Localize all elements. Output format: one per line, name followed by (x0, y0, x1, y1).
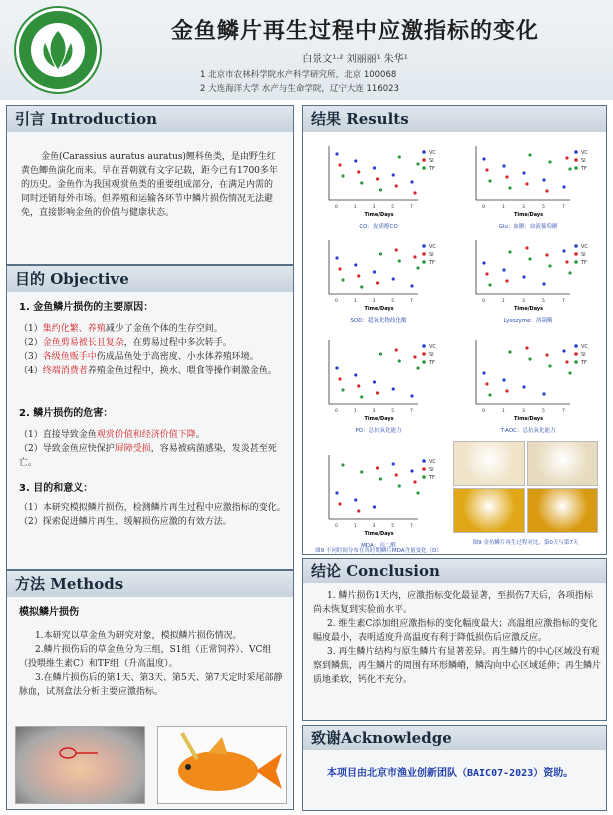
chart-point (416, 266, 419, 269)
chart-point (508, 350, 511, 353)
legend-marker (574, 252, 578, 256)
objective-s3-item: （2）探索促进鳞片再生、缓解损伤应激的有效方法。 (19, 517, 232, 527)
x-tick-label: 5 (542, 299, 545, 304)
legend-label: VC (581, 150, 588, 156)
x-tick-label: 7 (562, 205, 565, 210)
x-axis-label: Time/Days (514, 212, 544, 218)
chart-point (338, 163, 341, 166)
result-chart (311, 236, 446, 316)
chart-point (373, 270, 376, 273)
chart-point (395, 473, 398, 476)
chart-point (341, 388, 344, 391)
x-tick-label: 0 (335, 524, 338, 529)
legend-marker (422, 475, 426, 479)
chart-point (482, 371, 485, 374)
scale-micrograph (453, 441, 525, 486)
x-tick-label: 3 (522, 205, 525, 210)
university-logo (16, 8, 100, 92)
chart-point (482, 157, 485, 160)
x-tick-label: 1 (502, 299, 505, 304)
x-tick-label: 0 (482, 299, 485, 304)
chart-point (528, 257, 531, 260)
x-tick-label: 5 (542, 205, 545, 210)
objective-s2-item: （1）直接导致金鱼观赏价值和经济价值下降。 (19, 430, 205, 440)
chart-point (373, 166, 376, 169)
chart-point (376, 177, 379, 180)
chart-point (416, 491, 419, 494)
x-axis-label: Time/Days (514, 306, 544, 312)
legend-marker (422, 344, 426, 348)
chart-point (505, 279, 508, 282)
chart-point (395, 184, 398, 187)
chart-point (522, 275, 525, 278)
intro-heading: 引言 Introduction (7, 106, 293, 132)
chart-point (548, 160, 551, 163)
mda-note: 图9 不同时间分布在各时期鳞片MDA含量变化（D） (315, 548, 442, 554)
chart-point (410, 469, 413, 472)
scale-micrograph (453, 488, 525, 533)
chart-caption: Lysozyme：溶菌酶 (503, 318, 553, 324)
chart-point (398, 155, 401, 158)
chart-point (542, 392, 545, 395)
chart-point (398, 359, 401, 362)
chart-point (392, 462, 395, 465)
chart-point (502, 164, 505, 167)
chart-caption: Glu：血糖：血液葡萄糖 (498, 224, 558, 230)
chart-point (341, 174, 344, 177)
chart-point (528, 357, 531, 360)
affiliation-2: 2 大连海洋大学 水产与生命学院，辽宁大连 116023 (200, 84, 399, 94)
chart-point (376, 466, 379, 469)
legend-marker (422, 352, 426, 356)
legend-label: TF (429, 260, 435, 266)
x-tick-label: 1 (353, 524, 357, 529)
chart-point (376, 391, 379, 394)
legend-label: TF (581, 260, 587, 266)
results-panel (302, 105, 607, 555)
chart-point (354, 263, 357, 266)
x-tick-label: 5 (391, 409, 395, 414)
result-chart (458, 336, 598, 426)
result-chart (311, 451, 446, 541)
x-tick-label: 3 (372, 205, 376, 210)
legend-marker (422, 244, 426, 248)
conclusion-item: 3. 再生鳞片结构与原生鳞片有显著差异。再生鳞片的中心区域没有观察到鳞焦，再生鳞片的周围有环形鳞嵴，鳞沟向中心区域延伸；再生鳞片质地柔软，钙化不充分。 (313, 647, 602, 685)
chart-point (505, 389, 508, 392)
chart-point (508, 250, 511, 253)
poster-title: 金鱼鳞片再生过程中应激指标的变化 (170, 19, 539, 44)
x-tick-label: 3 (372, 409, 376, 414)
x-tick-label: 0 (335, 205, 338, 210)
legend-marker (422, 150, 426, 154)
x-tick-label: 5 (391, 299, 395, 304)
legend-label: TF (429, 360, 435, 366)
chart-point (338, 377, 341, 380)
chart-point (542, 282, 545, 285)
intro-body: 金鱼(Carassius auratus auratus)鲤科鱼类，是由野生红黄色鲫鱼演化而来。早在晋朝就有文字记载，距今已有1700多年的历史。金鱼作为我国观赏鱼类的重要组成部分，在满足内需的同时还销每外市场。但养殖和运输各环节中鳞片损伤情况无法避免，直接影响金鱼的价值与健康状态。 (21, 152, 278, 218)
legend-label: SI (429, 467, 434, 473)
chart-point (485, 168, 488, 171)
chart-point (354, 373, 357, 376)
chart-point (548, 264, 551, 267)
chart-point (338, 502, 341, 505)
chart-point (373, 380, 376, 383)
legend-label: SI (581, 352, 586, 358)
methods-subheading: 模拟鳞片损伤 (19, 607, 79, 618)
legend-marker (422, 166, 426, 170)
goldfish-injury-photo (15, 726, 145, 804)
chart-point (562, 249, 565, 252)
chart-point (341, 463, 344, 466)
conclusion-list (313, 589, 601, 687)
chart-point (488, 283, 491, 286)
chart-point (379, 188, 382, 191)
legend-marker (422, 260, 426, 264)
legend-marker (574, 360, 578, 364)
objective-s2-list (19, 428, 287, 470)
conclusion-heading: 结论 Conclusion (303, 559, 606, 583)
chart-point (398, 259, 401, 262)
objective-panel (6, 265, 294, 570)
legend-label: TF (429, 166, 435, 172)
ack-body: 本项目由北京市渔业创新团队（BAIC07-2023）资助。 (327, 768, 574, 779)
objective-s1-item: （3）各级鱼贩手中伤成品鱼处于高密度、小水体养殖环境。 (19, 352, 259, 362)
chart-point (354, 159, 357, 162)
legend-marker (422, 467, 426, 471)
chart-point (562, 349, 565, 352)
chart-point (410, 284, 413, 287)
chart-point (508, 186, 511, 189)
chart-point (379, 352, 382, 355)
methods-panel (6, 570, 294, 810)
chart-point (338, 267, 341, 270)
chart-point (395, 348, 398, 351)
results-heading: 结果 Results (303, 106, 606, 132)
chart-point (335, 366, 338, 369)
chart-point (548, 364, 551, 367)
x-tick-label: 0 (482, 205, 485, 210)
x-tick-label: 0 (482, 409, 485, 414)
chart-point (360, 285, 363, 288)
chart-point (335, 491, 338, 494)
chart-point (376, 281, 379, 284)
x-tick-label: 0 (335, 299, 338, 304)
affiliation-1: 1 北京市农林科学院水产科学研究所，北京 100068 (200, 70, 397, 80)
x-axis-label: Time/Days (514, 416, 544, 422)
chart-caption: CO：皮质醇CO (359, 224, 398, 230)
x-axis-label: Time/Days (364, 306, 394, 312)
chart-point (357, 170, 360, 173)
objective-s3-title: 3. 目的和意义： (19, 483, 94, 494)
author-list: 白景文¹·² 刘丽丽¹ 朱华¹ (302, 54, 408, 65)
chart-caption: MDA：丙二醛 (361, 543, 396, 549)
x-tick-label: 1 (353, 205, 357, 210)
chart-point (357, 509, 360, 512)
x-tick-label: 7 (410, 205, 413, 210)
chart-point (392, 387, 395, 390)
legend-label: TF (581, 166, 587, 172)
chart-point (360, 181, 363, 184)
legend-label: VC (429, 150, 436, 156)
objective-s2-title: 2. 鳞片损伤的危害： (19, 408, 114, 419)
chart-point (545, 253, 548, 256)
legend-label: TF (581, 360, 587, 366)
chart-point (335, 152, 338, 155)
logo-emblem (31, 23, 85, 77)
chart-point (357, 274, 360, 277)
conclusion-item: 1. 鳞片损伤1天内，应激指标变化最显著，至损伤7天后，各项指标尚未恢复到实验前水平。 (313, 591, 593, 615)
chart-point (413, 255, 416, 258)
chart-point (502, 268, 505, 271)
legend-label: SI (429, 158, 434, 164)
x-tick-label: 7 (410, 524, 413, 529)
objective-s1-item: （1）集约化繁、养殖减少了金鱼个体的生存空间。 (19, 324, 223, 334)
x-tick-label: 5 (542, 409, 545, 414)
result-chart (458, 236, 598, 316)
chart-point (395, 248, 398, 251)
objective-s1-list (19, 322, 287, 378)
chart-point (354, 498, 357, 501)
x-tick-label: 1 (502, 409, 505, 414)
chart-point (562, 185, 565, 188)
chart-point (565, 260, 568, 263)
chart-point (542, 178, 545, 181)
methods-item: 2.鳞片损伤后的草金鱼分为三组，S1组（正常饲养）、VC组（投喂维生素C）和TF组（升高温度）。 (19, 645, 272, 669)
chart-point (416, 366, 419, 369)
scale-micrograph-grid (453, 441, 598, 533)
methods-list (19, 629, 287, 699)
chart-point (357, 384, 360, 387)
legend-label: SI (581, 252, 586, 258)
legend-marker (574, 260, 578, 264)
intro-panel (6, 105, 294, 265)
chart-point (525, 182, 528, 185)
chart-point (565, 156, 568, 159)
legend-marker (574, 150, 578, 154)
chart-axis (329, 340, 418, 404)
legend-label: VC (581, 344, 588, 350)
x-tick-label: 7 (562, 299, 565, 304)
chart-axis (329, 146, 418, 200)
chart-caption: SOD：超氧化物歧化酶 (350, 318, 407, 324)
objective-s3-item: （1）本研究模拟鳞片损伤，检测鳞片再生过程中应激指标的变化。 (19, 503, 286, 513)
chart-point (488, 393, 491, 396)
goldfish-blood-sampling-photo (157, 726, 287, 804)
legend-marker (422, 459, 426, 463)
methods-item: 3.在鳞片损伤后的第1天、第3天、第5天、第7天定时采尾部静脉血，试剂盒法分析主要应激指标。 (19, 673, 283, 697)
chart-point (416, 162, 419, 165)
chart-point (392, 173, 395, 176)
methods-heading: 方法 Methods (7, 571, 293, 597)
legend-label: SI (429, 252, 434, 258)
chart-point (488, 179, 491, 182)
chart-point (398, 484, 401, 487)
chart-point (379, 252, 382, 255)
chart-point (482, 261, 485, 264)
legend-label: TF (429, 475, 435, 481)
objective-s2-item: （2）导致金鱼应快保护屏障受损，容易被病菌感染，发炎甚至死亡。 (19, 444, 277, 468)
chart-point (502, 378, 505, 381)
result-chart (311, 336, 446, 426)
x-tick-label: 7 (410, 299, 413, 304)
chart-point (525, 246, 528, 249)
x-tick-label: 5 (391, 524, 395, 529)
chart-point (568, 371, 571, 374)
scale-micrograph (527, 488, 599, 533)
result-chart (458, 142, 598, 222)
legend-label: VC (429, 459, 436, 465)
x-tick-label: 7 (410, 409, 413, 414)
x-axis-label: Time/Days (364, 531, 394, 537)
x-tick-label: 1 (353, 409, 357, 414)
chart-point (525, 346, 528, 349)
x-tick-label: 5 (391, 205, 395, 210)
chart-point (410, 394, 413, 397)
ack-heading: 致谢Acknowledge (303, 726, 606, 750)
chart-point (568, 167, 571, 170)
scale-micrograph (527, 441, 599, 486)
chart-point (360, 470, 363, 473)
legend-marker (574, 344, 578, 348)
chart-point (341, 278, 344, 281)
objective-heading: 目的 Objective (7, 266, 293, 292)
legend-label: SI (429, 352, 434, 358)
x-axis-label: Time/Days (364, 416, 394, 422)
chart-point (373, 505, 376, 508)
x-tick-label: 7 (562, 409, 565, 414)
legend-marker (422, 158, 426, 162)
chart-point (360, 395, 363, 398)
x-tick-label: 3 (522, 299, 525, 304)
chart-point (413, 191, 416, 194)
x-tick-label: 3 (522, 409, 525, 414)
chart-point (413, 355, 416, 358)
legend-marker (574, 352, 578, 356)
objective-s3-list (19, 501, 287, 529)
objective-s1-item: （2）金鱼剪易被长且复杂，在剪易过程中多次转手。 (19, 338, 232, 348)
legend-marker (574, 158, 578, 162)
chart-point (565, 360, 568, 363)
x-tick-label: 3 (372, 524, 376, 529)
conclusion-item: 2. 维生素C添加组应激指标的变化幅度最大；高温组应激指标的变化幅度最小，表明适度升高温度有利于降低损伤后应激反应。 (313, 619, 598, 643)
chart-caption: T-AOC：总抗氧化能力 (500, 428, 556, 434)
chart-point (522, 171, 525, 174)
chart-point (485, 272, 488, 275)
x-tick-label: 3 (372, 299, 376, 304)
chart-point (528, 153, 531, 156)
legend-marker (422, 360, 426, 364)
legend-label: SI (581, 158, 586, 164)
methods-item: 1.本研究以草金鱼为研究对象，模拟鳞片损伤情况。 (35, 631, 242, 641)
chart-point (379, 477, 382, 480)
chart-point (522, 385, 525, 388)
chart-point (545, 189, 548, 192)
chart-point (545, 353, 548, 356)
conclusion-panel (302, 558, 607, 721)
x-tick-label: 0 (335, 409, 338, 414)
chart-caption: PO：总抗氧化能力 (355, 428, 402, 434)
legend-label: VC (429, 244, 436, 250)
legend-label: VC (581, 244, 588, 250)
legend-marker (574, 166, 578, 170)
chart-point (410, 180, 413, 183)
objective-s1-item: （4）终端消费者养殖金鱼过程中，换水、喂食等操作刺激金鱼。 (19, 366, 277, 376)
legend-label: VC (429, 344, 436, 350)
chart-axis (329, 240, 418, 294)
legend-marker (422, 252, 426, 256)
x-tick-label: 1 (502, 205, 505, 210)
chart-point (335, 256, 338, 259)
chart-point (485, 382, 488, 385)
legend-marker (574, 244, 578, 248)
chart-point (568, 271, 571, 274)
result-chart (311, 142, 446, 222)
chart-point (392, 277, 395, 280)
objective-s1-title: 1. 金鱼鳞片损伤的主要原因： (19, 302, 154, 313)
chart-point (505, 175, 508, 178)
ack-panel (302, 725, 607, 811)
chart-point (413, 480, 416, 483)
x-axis-label: Time/Days (364, 212, 394, 218)
x-tick-label: 1 (353, 299, 357, 304)
micrograph-caption: 图9 金鱼鳞片再生过程对比，第0天与第7天 (472, 540, 579, 546)
